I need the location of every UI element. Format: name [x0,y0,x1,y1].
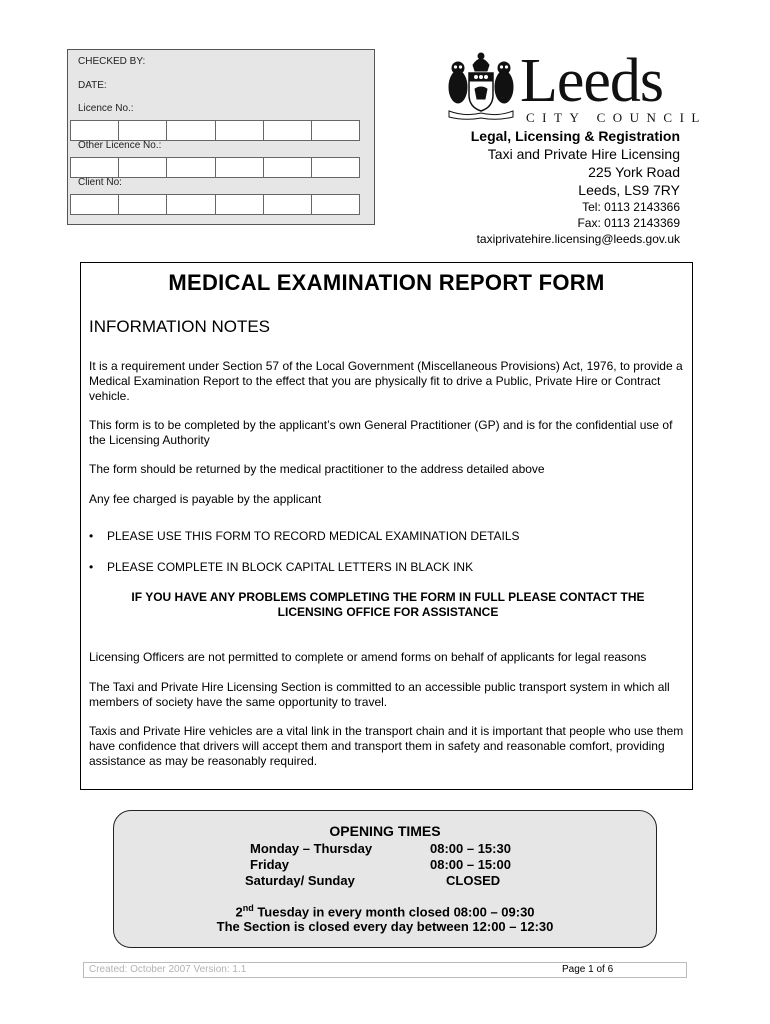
client-no-cell[interactable] [119,195,167,214]
version-info: Created: October 2007 Version: 1.1 [89,964,247,975]
other-licence-no-cell[interactable] [264,158,312,177]
opening-times-title: OPENING TIMES [329,823,441,839]
telephone: Tel: 0113 2143366 [582,200,680,214]
licence-no-cell[interactable] [71,121,119,140]
client-no-cell[interactable] [71,195,119,214]
information-box [80,262,693,790]
information-notes-heading: INFORMATION NOTES [89,317,271,336]
licence-no-cell[interactable] [264,121,312,140]
note-paragraph-vital-link: Taxis and Private Hire vehicles are a vital link in the transport chain and it is important that people who use them have confidence that drivers will accept them and transport them in safety and reasonable comfort, providing assistance as may be reasonably required. [89,724,684,768]
licence-no-cell[interactable] [119,121,167,140]
opening-hours: 08:00 – 15:00 [430,857,511,872]
section-name: Taxi and Private Hire Licensing [487,146,680,162]
closure-note-ordinal: nd [242,903,254,913]
note-paragraph-gp: This form is to be completed by the applicant’s own General Practitioner (GP) and is for the confidential use of the Licensing Authority [89,418,673,447]
client-no-label: Client No: [78,177,122,188]
closure-note-text: Tuesday in every month closed 08:00 – 09:30 [253,904,535,920]
city-postcode: Leeds, LS9 7RY [578,182,680,198]
fax: Fax: 0113 2143369 [577,216,680,230]
address-block [420,127,680,247]
licence-no-cell[interactable] [312,121,359,140]
client-no-cell[interactable] [264,195,312,214]
email-address[interactable]: taxiprivatehire.licensing@leeds.gov.uk [476,232,680,246]
checked-by-label: CHECKED BY: [78,56,146,67]
contact-notice-line1: IF YOU HAVE ANY PROBLEMS COMPLETING THE FORM IN FULL PLEASE CONTACT THE [131,590,645,604]
client-no-boxes [70,194,360,215]
page-title: MEDICAL EXAMINATION REPORT FORM [168,270,605,295]
bullet-icon: • [89,529,94,543]
other-licence-no-cell[interactable] [119,158,167,177]
office-use-box [67,49,375,225]
other-licence-no-label: Other Licence No.: [78,140,162,151]
opening-day: Saturday/ Sunday [245,873,355,888]
date-label: DATE: [78,80,107,91]
closure-note-tuesday [113,903,657,919]
bullet-item [89,560,473,575]
licence-no-boxes [70,120,360,141]
contact-notice-line2: LICENSING OFFICE FOR ASSISTANCE [277,605,499,619]
licence-no-label: Licence No.: [78,103,134,114]
note-paragraph-section-57: It is a requirement under Section 57 of the Local Government (Miscellaneous Provisions) Act, 1976, to provide a Medical Examination Report to the effect that you are physically fit to drive a Public, Private Hire or Contract vehicle. [89,359,683,403]
street-address: 225 York Road [588,164,680,180]
bullet-item [89,529,520,544]
note-paragraph-accessible: The Taxi and Private Hire Licensing Section is committed to an accessible public transport system in which all members of society have the same opportunity to travel. [89,680,670,709]
coat-of-arms-icon [445,51,517,121]
other-licence-no-cell[interactable] [71,158,119,177]
bullet-text: PLEASE USE THIS FORM TO RECORD MEDICAL EXAMINATION DETAILS [107,529,520,543]
client-no-cell[interactable] [312,195,359,214]
note-paragraph-fee: Any fee charged is payable by the applicant [89,492,322,506]
other-licence-no-cell[interactable] [312,158,359,177]
bullet-text: PLEASE COMPLETE IN BLOCK CAPITAL LETTERS IN BLACK INK [107,560,474,574]
client-no-cell[interactable] [167,195,215,214]
city-council-logo-text: CITY COUNCIL [526,110,707,125]
opening-day: Friday [250,857,290,872]
other-licence-no-cell[interactable] [216,158,264,177]
closure-note-number: 2 [235,904,243,920]
opening-hours: 08:00 – 15:30 [430,841,511,856]
other-licence-no-boxes [70,157,360,178]
licence-no-cell[interactable] [167,121,215,140]
page-number: Page 1 of 6 [562,964,614,975]
client-no-cell[interactable] [216,195,264,214]
department-name: Legal, Licensing & Registration [470,128,680,144]
bullet-icon: • [89,560,94,574]
opening-hours: CLOSED [446,873,501,888]
opening-day: Monday – Thursday [250,841,373,856]
contact-notice [89,590,687,620]
other-licence-no-cell[interactable] [167,158,215,177]
leeds-logo-word: Leeds [520,47,664,115]
note-paragraph-return: The form should be returned by the medical practitioner to the address detailed above [89,462,545,476]
closure-note-daily: The Section is closed every day between 12:00 – 12:30 [216,919,554,934]
licence-no-cell[interactable] [216,121,264,140]
note-paragraph-officers: Licensing Officers are not permitted to complete or amend forms on behalf of applicants for legal reasons [89,650,647,664]
